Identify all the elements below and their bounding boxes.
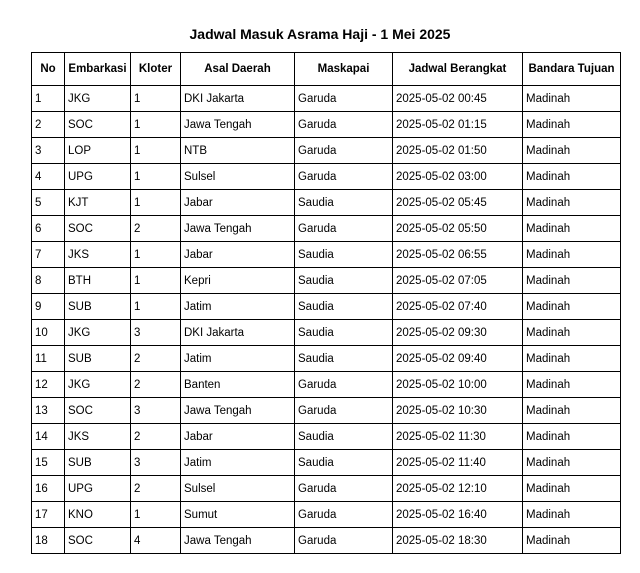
document-title: Jadwal Masuk Asrama Haji - 1 Mei 2025 bbox=[189, 26, 451, 42]
cell-kloter: 1 bbox=[131, 190, 181, 216]
cell-embarkasi: KNO bbox=[65, 502, 131, 528]
cell-embarkasi: SOC bbox=[65, 398, 131, 424]
cell-maskapai: Saudia bbox=[295, 346, 393, 372]
cell-maskapai: Garuda bbox=[295, 216, 393, 242]
table-row bbox=[32, 294, 621, 320]
cell-jadwal-berangkat: 2025-05-02 06:55 bbox=[393, 242, 523, 268]
table-row bbox=[32, 86, 621, 112]
cell-jadwal-berangkat: 2025-05-02 11:30 bbox=[393, 424, 523, 450]
cell-maskapai: Saudia bbox=[295, 320, 393, 346]
cell-jadwal-berangkat: 2025-05-02 03:00 bbox=[393, 164, 523, 190]
header-jadwal-berangkat: Jadwal Berangkat bbox=[393, 53, 523, 86]
schedule-table bbox=[31, 52, 621, 554]
cell-bandara-tujuan: Madinah bbox=[523, 86, 621, 112]
cell-embarkasi: BTH bbox=[65, 268, 131, 294]
cell-embarkasi: SUB bbox=[65, 294, 131, 320]
table-row bbox=[32, 242, 621, 268]
cell-kloter: 1 bbox=[131, 502, 181, 528]
cell-asal-daerah: Jabar bbox=[181, 242, 295, 268]
cell-embarkasi: UPG bbox=[65, 164, 131, 190]
cell-jadwal-berangkat: 2025-05-02 09:40 bbox=[393, 346, 523, 372]
cell-bandara-tujuan: Madinah bbox=[523, 372, 621, 398]
cell-bandara-tujuan: Madinah bbox=[523, 450, 621, 476]
table-row bbox=[32, 502, 621, 528]
cell-jadwal-berangkat: 2025-05-02 12:10 bbox=[393, 476, 523, 502]
cell-asal-daerah: Banten bbox=[181, 372, 295, 398]
cell-kloter: 1 bbox=[131, 138, 181, 164]
cell-no: 5 bbox=[32, 190, 65, 216]
cell-embarkasi: LOP bbox=[65, 138, 131, 164]
cell-no: 15 bbox=[32, 450, 65, 476]
cell-kloter: 4 bbox=[131, 528, 181, 554]
cell-asal-daerah: Sumut bbox=[181, 502, 295, 528]
cell-no: 14 bbox=[32, 424, 65, 450]
cell-kloter: 3 bbox=[131, 398, 181, 424]
table-row bbox=[32, 398, 621, 424]
cell-bandara-tujuan: Madinah bbox=[523, 138, 621, 164]
cell-asal-daerah: Jawa Tengah bbox=[181, 398, 295, 424]
cell-jadwal-berangkat: 2025-05-02 11:40 bbox=[393, 450, 523, 476]
table-row bbox=[32, 528, 621, 554]
cell-jadwal-berangkat: 2025-05-02 00:45 bbox=[393, 86, 523, 112]
cell-bandara-tujuan: Madinah bbox=[523, 242, 621, 268]
cell-embarkasi: SUB bbox=[65, 346, 131, 372]
cell-maskapai: Saudia bbox=[295, 424, 393, 450]
cell-bandara-tujuan: Madinah bbox=[523, 424, 621, 450]
header-no: No bbox=[32, 53, 65, 86]
cell-no: 7 bbox=[32, 242, 65, 268]
table-row bbox=[32, 190, 621, 216]
cell-asal-daerah: Jatim bbox=[181, 294, 295, 320]
cell-kloter: 2 bbox=[131, 424, 181, 450]
cell-jadwal-berangkat: 2025-05-02 07:05 bbox=[393, 268, 523, 294]
table-row bbox=[32, 138, 621, 164]
cell-asal-daerah: DKI Jakarta bbox=[181, 320, 295, 346]
cell-bandara-tujuan: Madinah bbox=[523, 268, 621, 294]
table-row bbox=[32, 112, 621, 138]
table-row bbox=[32, 476, 621, 502]
header-kloter: Kloter bbox=[131, 53, 181, 86]
cell-jadwal-berangkat: 2025-05-02 01:50 bbox=[393, 138, 523, 164]
cell-bandara-tujuan: Madinah bbox=[523, 320, 621, 346]
cell-no: 17 bbox=[32, 502, 65, 528]
cell-no: 2 bbox=[32, 112, 65, 138]
cell-maskapai: Garuda bbox=[295, 528, 393, 554]
cell-maskapai: Garuda bbox=[295, 372, 393, 398]
cell-maskapai: Garuda bbox=[295, 164, 393, 190]
cell-maskapai: Saudia bbox=[295, 294, 393, 320]
cell-kloter: 2 bbox=[131, 216, 181, 242]
table-header-row bbox=[32, 53, 621, 86]
cell-maskapai: Garuda bbox=[295, 398, 393, 424]
table-row bbox=[32, 164, 621, 190]
cell-jadwal-berangkat: 2025-05-02 05:50 bbox=[393, 216, 523, 242]
cell-bandara-tujuan: Madinah bbox=[523, 502, 621, 528]
header-maskapai: Maskapai bbox=[295, 53, 393, 86]
cell-maskapai: Garuda bbox=[295, 502, 393, 528]
cell-embarkasi: JKG bbox=[65, 320, 131, 346]
cell-asal-daerah: Jabar bbox=[181, 424, 295, 450]
cell-kloter: 1 bbox=[131, 86, 181, 112]
cell-maskapai: Saudia bbox=[295, 190, 393, 216]
cell-no: 16 bbox=[32, 476, 65, 502]
cell-embarkasi: SUB bbox=[65, 450, 131, 476]
cell-asal-daerah: Sulsel bbox=[181, 476, 295, 502]
cell-jadwal-berangkat: 2025-05-02 07:40 bbox=[393, 294, 523, 320]
cell-embarkasi: JKS bbox=[65, 242, 131, 268]
cell-no: 10 bbox=[32, 320, 65, 346]
cell-embarkasi: JKG bbox=[65, 86, 131, 112]
cell-bandara-tujuan: Madinah bbox=[523, 398, 621, 424]
cell-kloter: 1 bbox=[131, 112, 181, 138]
cell-bandara-tujuan: Madinah bbox=[523, 190, 621, 216]
cell-kloter: 3 bbox=[131, 320, 181, 346]
cell-jadwal-berangkat: 2025-05-02 18:30 bbox=[393, 528, 523, 554]
cell-maskapai: Saudia bbox=[295, 268, 393, 294]
cell-kloter: 3 bbox=[131, 450, 181, 476]
cell-bandara-tujuan: Madinah bbox=[523, 112, 621, 138]
cell-kloter: 2 bbox=[131, 372, 181, 398]
cell-kloter: 2 bbox=[131, 346, 181, 372]
cell-asal-daerah: Sulsel bbox=[181, 164, 295, 190]
cell-maskapai: Garuda bbox=[295, 476, 393, 502]
cell-no: 8 bbox=[32, 268, 65, 294]
cell-kloter: 2 bbox=[131, 476, 181, 502]
cell-embarkasi: UPG bbox=[65, 476, 131, 502]
cell-jadwal-berangkat: 2025-05-02 16:40 bbox=[393, 502, 523, 528]
cell-jadwal-berangkat: 2025-05-02 01:15 bbox=[393, 112, 523, 138]
table-row bbox=[32, 450, 621, 476]
header-asal-daerah: Asal Daerah bbox=[181, 53, 295, 86]
cell-asal-daerah: DKI Jakarta bbox=[181, 86, 295, 112]
cell-embarkasi: KJT bbox=[65, 190, 131, 216]
table-row bbox=[32, 346, 621, 372]
cell-asal-daerah: Jawa Tengah bbox=[181, 528, 295, 554]
cell-kloter: 1 bbox=[131, 294, 181, 320]
cell-no: 1 bbox=[32, 86, 65, 112]
cell-embarkasi: SOC bbox=[65, 112, 131, 138]
cell-maskapai: Saudia bbox=[295, 242, 393, 268]
cell-embarkasi: SOC bbox=[65, 528, 131, 554]
cell-no: 6 bbox=[32, 216, 65, 242]
cell-bandara-tujuan: Madinah bbox=[523, 528, 621, 554]
table-row bbox=[32, 268, 621, 294]
cell-maskapai: Saudia bbox=[295, 450, 393, 476]
cell-no: 12 bbox=[32, 372, 65, 398]
table-row bbox=[32, 424, 621, 450]
cell-kloter: 1 bbox=[131, 164, 181, 190]
cell-asal-daerah: Jabar bbox=[181, 190, 295, 216]
cell-maskapai: Garuda bbox=[295, 138, 393, 164]
cell-no: 3 bbox=[32, 138, 65, 164]
cell-no: 18 bbox=[32, 528, 65, 554]
cell-embarkasi: JKG bbox=[65, 372, 131, 398]
cell-bandara-tujuan: Madinah bbox=[523, 476, 621, 502]
cell-asal-daerah: Jawa Tengah bbox=[181, 112, 295, 138]
cell-jadwal-berangkat: 2025-05-02 09:30 bbox=[393, 320, 523, 346]
cell-asal-daerah: Jatim bbox=[181, 450, 295, 476]
table-row bbox=[32, 372, 621, 398]
cell-no: 11 bbox=[32, 346, 65, 372]
cell-no: 4 bbox=[32, 164, 65, 190]
cell-bandara-tujuan: Madinah bbox=[523, 294, 621, 320]
cell-no: 9 bbox=[32, 294, 65, 320]
cell-kloter: 1 bbox=[131, 242, 181, 268]
cell-no: 13 bbox=[32, 398, 65, 424]
table-row bbox=[32, 216, 621, 242]
cell-maskapai: Garuda bbox=[295, 112, 393, 138]
cell-embarkasi: SOC bbox=[65, 216, 131, 242]
cell-asal-daerah: NTB bbox=[181, 138, 295, 164]
header-embarkasi: Embarkasi bbox=[65, 53, 131, 86]
cell-bandara-tujuan: Madinah bbox=[523, 216, 621, 242]
cell-bandara-tujuan: Madinah bbox=[523, 164, 621, 190]
cell-embarkasi: JKS bbox=[65, 424, 131, 450]
table-body bbox=[32, 86, 621, 554]
cell-jadwal-berangkat: 2025-05-02 05:45 bbox=[393, 190, 523, 216]
cell-bandara-tujuan: Madinah bbox=[523, 346, 621, 372]
cell-asal-daerah: Jatim bbox=[181, 346, 295, 372]
cell-asal-daerah: Jawa Tengah bbox=[181, 216, 295, 242]
table-row bbox=[32, 320, 621, 346]
header-bandara-tujuan: Bandara Tujuan bbox=[523, 53, 621, 86]
cell-kloter: 1 bbox=[131, 268, 181, 294]
cell-jadwal-berangkat: 2025-05-02 10:00 bbox=[393, 372, 523, 398]
cell-jadwal-berangkat: 2025-05-02 10:30 bbox=[393, 398, 523, 424]
cell-asal-daerah: Kepri bbox=[181, 268, 295, 294]
cell-maskapai: Garuda bbox=[295, 86, 393, 112]
